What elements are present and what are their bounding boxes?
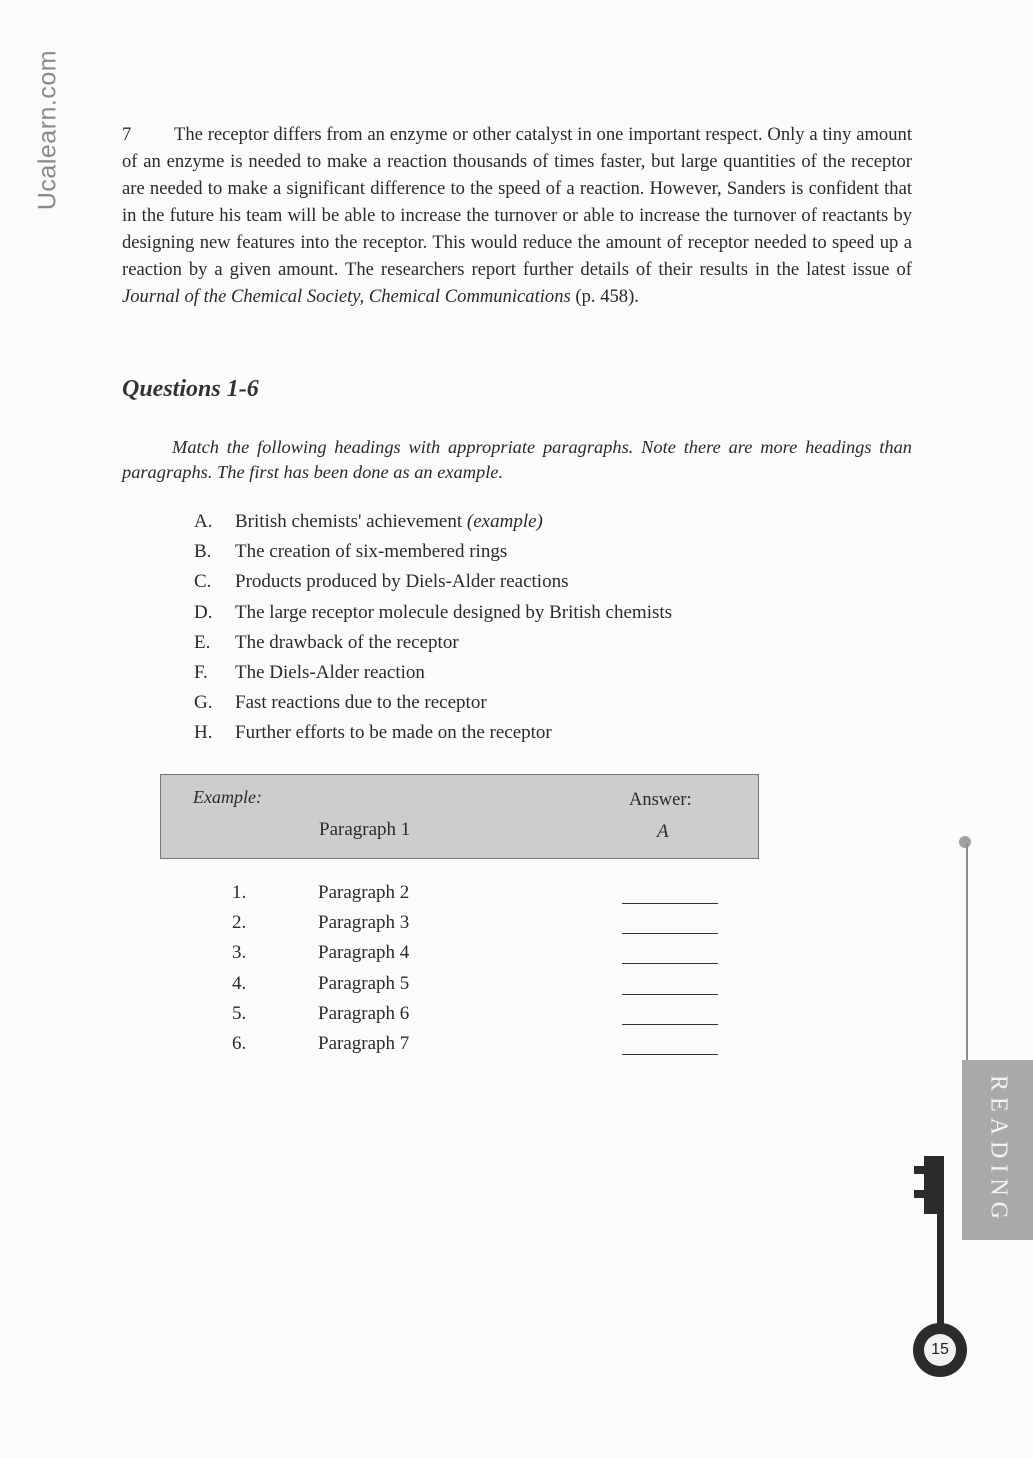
answer-label: Answer: (629, 790, 692, 810)
key-line (966, 843, 968, 1061)
journal-title: Journal of the Chemical Society, Chemical Communications (122, 286, 571, 307)
example-box (160, 774, 759, 859)
question-number: 4. (232, 972, 247, 994)
answer-blank[interactable] (622, 994, 718, 995)
page-number: 15 (924, 1334, 956, 1366)
heading-item (194, 507, 672, 537)
watermark-text: Ucalearn.com (33, 49, 62, 211)
answer-blank[interactable] (622, 1024, 718, 1025)
example-label: Example: (193, 787, 262, 807)
heading-text: Further efforts to be made on the receptor (235, 722, 552, 744)
example-paragraph: Paragraph 1 (319, 819, 411, 840)
heading-text: The large receptor molecule designed by British chemists (235, 601, 673, 623)
heading-item (194, 658, 672, 688)
headings-list (194, 507, 672, 749)
question-number: 2. (232, 912, 247, 934)
heading-text: The drawback of the receptor (235, 631, 459, 653)
answer-blank[interactable] (622, 903, 718, 904)
key-icon (924, 1156, 944, 1214)
heading-text: The Diels-Alder reaction (235, 662, 425, 684)
question-paragraph: Paragraph 4 (318, 942, 410, 964)
instructions: Match the following headings with appropriate paragraphs. Note there are more headings than paragraphs. The first has been done as an example. (122, 437, 912, 482)
question-number: 5. (232, 1002, 247, 1024)
paragraph-number: 7 (122, 124, 132, 145)
heading-letter: E. (194, 631, 211, 653)
heading-item (194, 688, 672, 718)
answer-blank[interactable] (622, 1054, 718, 1055)
heading-letter: H. (194, 722, 213, 744)
heading-text: Products produced by Diels-Alder reactions (235, 571, 569, 593)
heading-text: Fast reactions due to the receptor (235, 692, 487, 714)
questions-title: Questions 1-6 (122, 376, 259, 402)
question-paragraph: Paragraph 3 (318, 912, 410, 934)
key-shaft (937, 1210, 944, 1330)
heading-item (194, 598, 672, 628)
question-paragraph: Paragraph 5 (318, 972, 410, 994)
heading-item (194, 537, 672, 567)
heading-item (194, 567, 672, 597)
heading-letter: G. (194, 692, 213, 714)
heading-letter: C. (194, 571, 212, 593)
question-paragraph: Paragraph 2 (318, 882, 410, 903)
paragraph-7 (122, 121, 912, 310)
heading-letter: F. (194, 662, 208, 684)
heading-letter: B. (194, 541, 212, 563)
heading-item (194, 628, 672, 658)
section-tab (962, 1060, 1033, 1240)
question-paragraph: Paragraph 7 (318, 1032, 410, 1054)
question-number: 1. (232, 882, 247, 903)
watermark (18, 30, 78, 230)
heading-letter: D. (194, 601, 213, 623)
question-paragraph: Paragraph 6 (318, 1002, 410, 1024)
paragraph-7-text: The receptor differs from an enzyme or other catalyst in one important respect. Only a tiny amount of an enzyme is needed to make a reaction thousands of times faster, but large quantities of the receptor are needed to make a significant difference to the speed of a reaction. However, Sanders is confident that in the future his team will be able to increase the turnover or able to increase the turnover of reactants by designing new features into the receptor. This would reduce the amount of receptor needed to speed up a reaction by a given amount. The researchers report further details of their results in the latest issue of (122, 124, 912, 280)
question-number: 6. (232, 1032, 247, 1054)
question-number: 3. (232, 942, 247, 964)
heading-item (194, 718, 672, 748)
answer-blank[interactable] (622, 963, 718, 964)
example-answer: A (657, 821, 669, 842)
citation: (p. 458). (575, 286, 639, 307)
answer-blank[interactable] (622, 933, 718, 934)
heading-text: The creation of six-membered rings (235, 541, 508, 563)
key-dot-icon (959, 836, 971, 848)
heading-note: (example) (466, 511, 543, 532)
heading-text: British chemists' achievement (235, 511, 463, 532)
section-label: READING (985, 1075, 1011, 1225)
heading-letter: A. (194, 511, 213, 532)
